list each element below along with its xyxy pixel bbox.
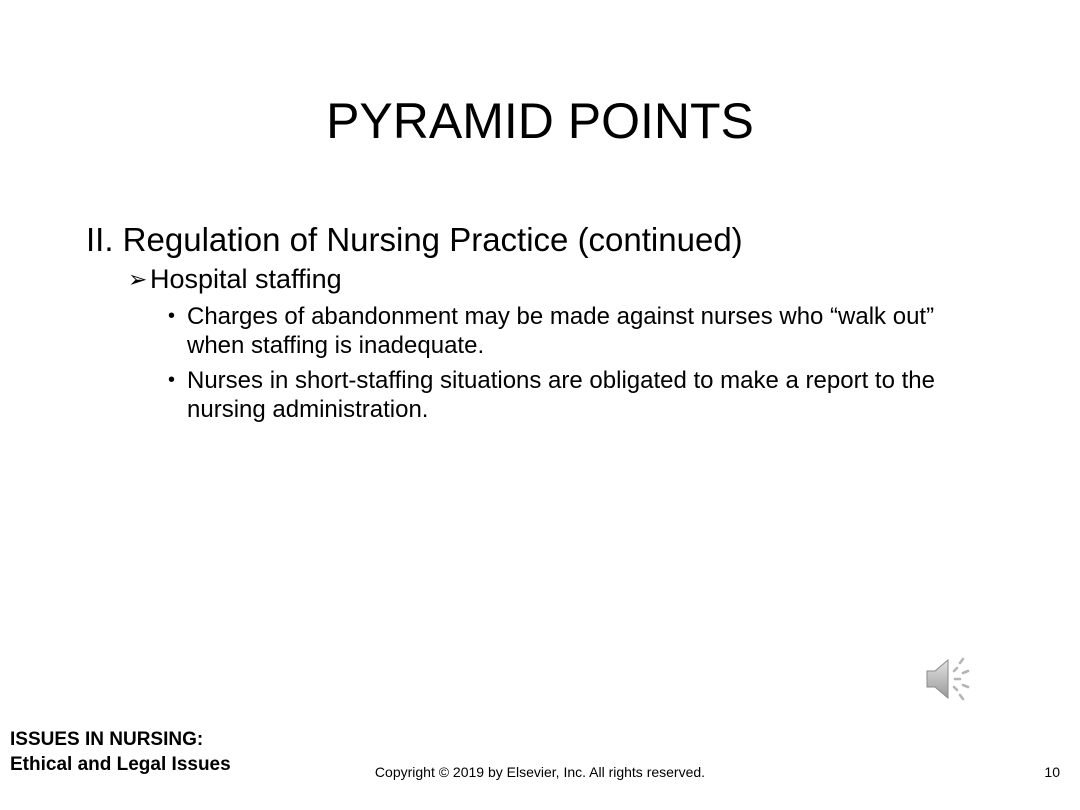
subheading (128, 262, 1006, 296)
arrowhead-bullet-icon: ➢ (128, 266, 148, 292)
dot-bullet-icon: • (168, 305, 176, 327)
slide-content (86, 220, 1006, 430)
list-item-text: Nurses in short-staffing situations are obligated to make a report to the nursing administration. (187, 367, 935, 423)
subheading-label: Hospital staffing (150, 264, 342, 294)
section-heading: II. Regulation of Nursing Practice (continued) (86, 221, 743, 258)
list-item (168, 302, 987, 360)
book-title-line2: Ethical and Legal Issues (10, 754, 231, 775)
page-number: 10 (1044, 764, 1060, 780)
list-item-text: Charges of abandonment may be made against nurses who “walk out” when staffing is inadequate. (187, 303, 935, 359)
copyright-notice: Copyright © 2019 by Elsevier, Inc. All rights reserved. (374, 764, 706, 780)
speaker-icon[interactable] (924, 654, 976, 704)
bullet-list (168, 302, 1006, 424)
dot-bullet-icon: • (168, 369, 176, 391)
list-item (168, 366, 987, 424)
slide-title: PYRAMID POINTS (326, 93, 754, 149)
book-title-line1: ISSUES IN NURSING: (10, 729, 204, 750)
